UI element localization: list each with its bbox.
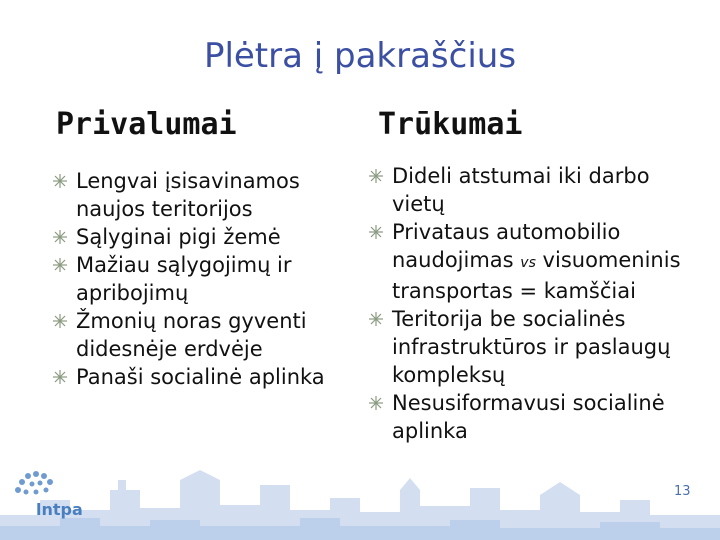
list-item-text: Panaši socialinė aplinka: [76, 365, 325, 389]
list-item: [52, 363, 352, 391]
sparkle-bullet-icon: [52, 229, 68, 245]
list-item: [52, 251, 352, 307]
sparkle-bullet-icon: [368, 395, 384, 411]
list-item: [52, 223, 352, 251]
sparkle-bullet-icon: [52, 369, 68, 385]
list-item-text: Teritorija be socialinės infrastruktūros ir paslaugų kompleksų: [392, 307, 671, 387]
logo-text: lntpa: [36, 500, 83, 519]
list-item-text: Nesusiformavusi socialinė aplinka: [392, 391, 665, 443]
advantages-list: [52, 167, 352, 391]
versus-label: vs: [520, 255, 536, 271]
list-item-text: Mažiau sąlygojimų ir apribojimų: [76, 253, 292, 305]
list-item-text: Žmonių noras gyventi didesnėje erdvėje: [76, 309, 307, 361]
list-item-text: Dideli atstumai iki darbo vietų: [392, 164, 650, 216]
list-item: [368, 162, 688, 218]
list-item: [368, 218, 688, 305]
list-item-text: Lengvai įsisavinamos naujos teritorijos: [76, 169, 300, 221]
list-item: [52, 167, 352, 223]
advantages-heading: Privalumai: [56, 107, 237, 142]
city-skyline-decoration: [0, 460, 720, 540]
slide-title: Plėtra į pakraščius: [203, 36, 517, 76]
sparkle-bullet-icon: [52, 173, 68, 189]
sparkle-bullet-icon: [368, 224, 384, 240]
disadvantages-heading: Trūkumai: [378, 107, 523, 142]
page-number: 13: [674, 484, 691, 499]
sparkle-bullet-icon: [52, 257, 68, 273]
disadvantages-list: [368, 162, 688, 445]
sparkle-bullet-icon: [368, 168, 384, 184]
list-item: [368, 305, 688, 389]
list-item-text: visuomeninis transportas = kamščiai: [392, 248, 681, 303]
list-item-text: Sąlyginai pigi žemė: [76, 225, 281, 249]
list-item: [52, 307, 352, 363]
sparkle-bullet-icon: [52, 313, 68, 329]
sparkle-bullet-icon: [368, 311, 384, 327]
list-item: [368, 389, 688, 445]
list-item-text: Privataus automobilio naudojimas: [392, 220, 621, 272]
